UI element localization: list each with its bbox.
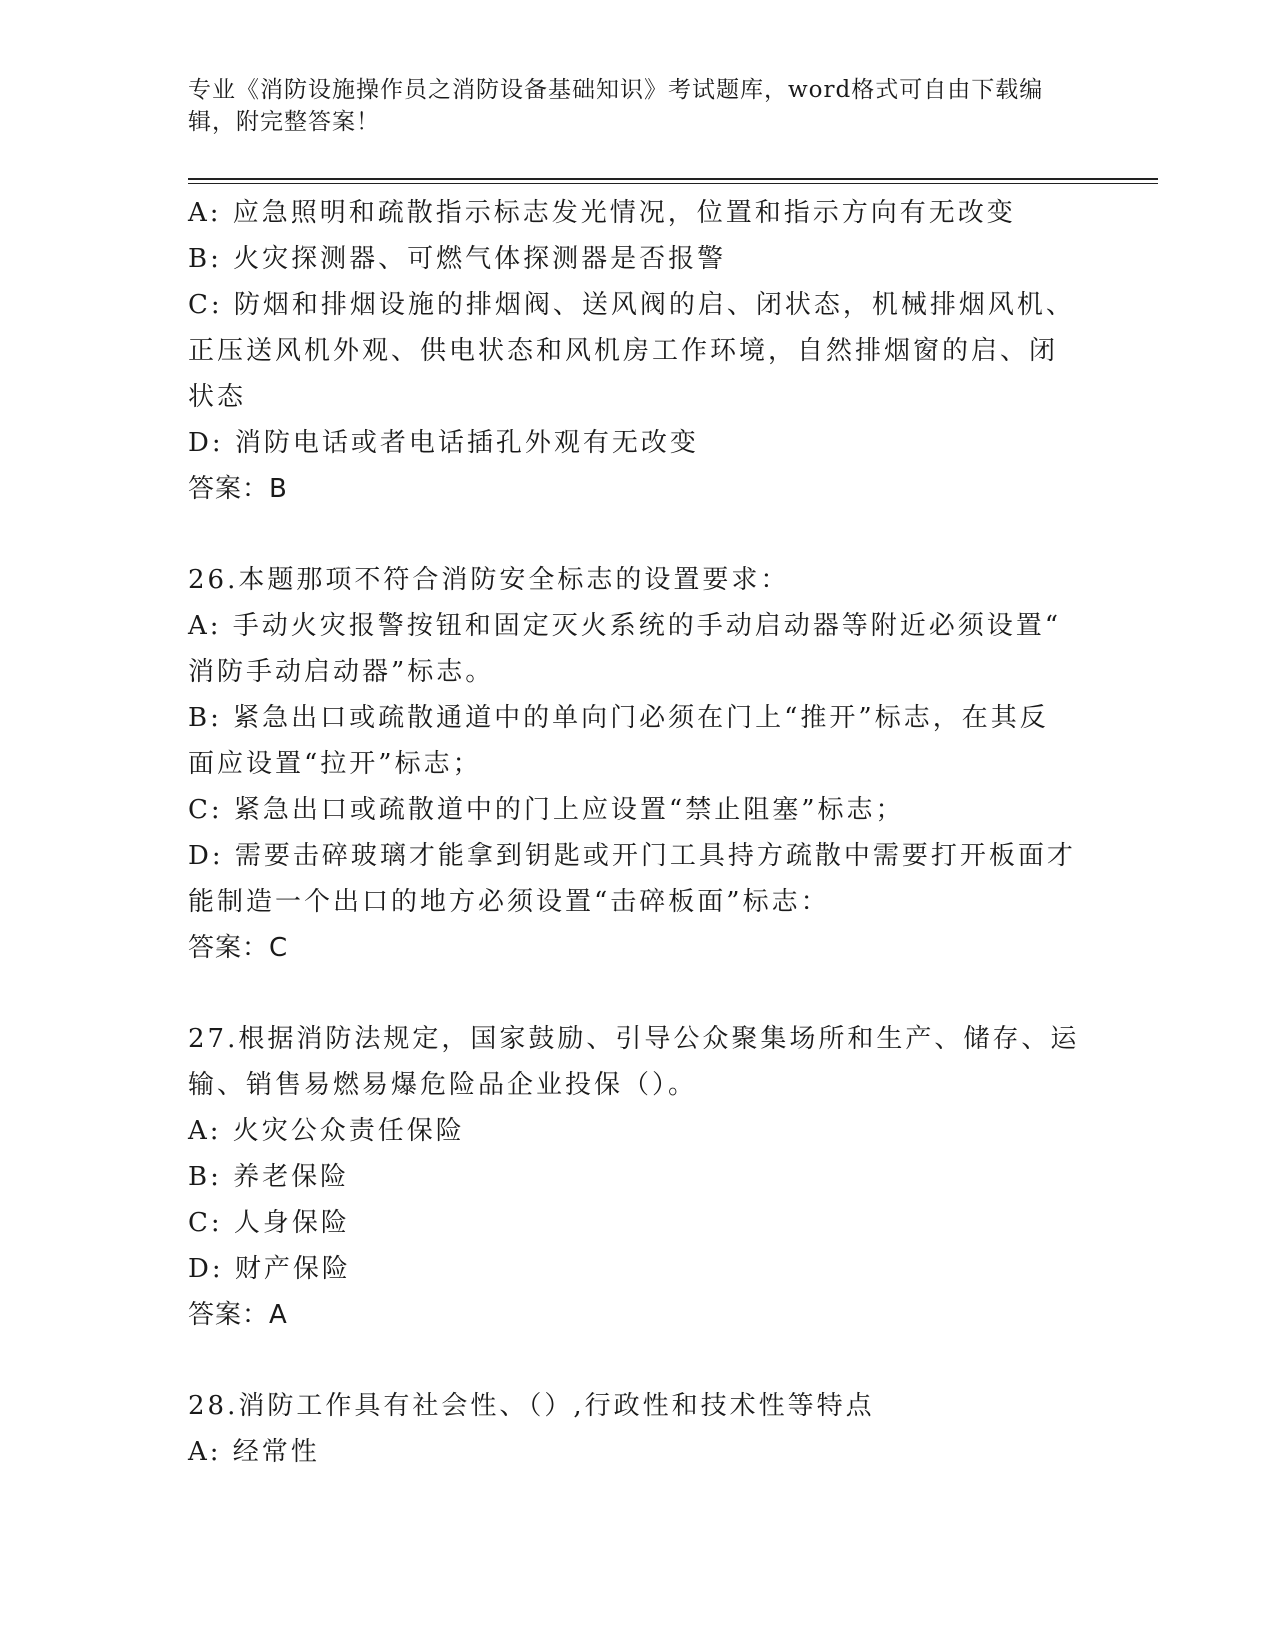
option-c-continued: 正压送风机外观、供电状态和风机房工作环境，自然排烟窗的启、闭 bbox=[188, 336, 1059, 366]
option-c: C: 人身保险 bbox=[188, 1208, 350, 1238]
spacer bbox=[188, 512, 1088, 557]
option-b: B: 火灾探测器、可燃气体探测器是否报警 bbox=[188, 244, 727, 274]
option-a: A: 火灾公众责任保险 bbox=[188, 1116, 465, 1146]
header-line-2: 辑，附完整答案！ bbox=[188, 109, 380, 135]
option-c: C: 防烟和排烟设施的排烟阀、送风阀的启、闭状态，机械排烟风机、 bbox=[188, 290, 1075, 320]
question-block-27 bbox=[188, 1016, 1088, 1338]
header-divider-thin bbox=[188, 183, 1158, 184]
answer-line: 答案：C bbox=[188, 933, 289, 963]
option-b-continued: 面应设置“拉开”标志； bbox=[188, 749, 482, 779]
header-divider-thick bbox=[188, 178, 1158, 180]
option-a: A: 应急照明和疏散指示标志发光情况，位置和指示方向有无改变 bbox=[188, 198, 1016, 228]
option-c-continued: 状态 bbox=[188, 382, 247, 412]
answer-line: 答案：A bbox=[188, 1300, 288, 1330]
document-header bbox=[188, 74, 1068, 138]
option-b: B: 紧急出口或疏散通道中的单向门必须在门上“推开”标志，在其反 bbox=[188, 703, 1049, 733]
option-a: A: 经常性 bbox=[188, 1437, 320, 1467]
option-a-continued: 消防手动启动器”标志。 bbox=[188, 657, 495, 687]
option-c: C: 紧急出口或疏散道中的门上应设置“禁止阻塞”标志； bbox=[188, 795, 905, 825]
spacer bbox=[188, 971, 1088, 1016]
question-content bbox=[188, 190, 1088, 1475]
answer-line: 答案：B bbox=[188, 474, 288, 504]
question-block-26 bbox=[188, 557, 1088, 971]
option-b: B: 养老保险 bbox=[188, 1162, 350, 1192]
question-stem: 28.消防工作具有社会性、（）,行政性和技术性等特点 bbox=[188, 1391, 875, 1421]
question-stem: 26.本题那项不符合消防安全标志的设置要求： bbox=[188, 565, 790, 595]
question-block-28 bbox=[188, 1383, 1088, 1475]
spacer bbox=[188, 1338, 1088, 1383]
option-d: D: 消防电话或者电话插孔外观有无改变 bbox=[188, 428, 699, 458]
option-d: D: 需要击碎玻璃才能拿到钥匙或开门工具持方疏散中需要打开板面才 bbox=[188, 841, 1076, 871]
question-stem-continued: 输、销售易燃易爆危险品企业投保（）。 bbox=[188, 1070, 698, 1100]
option-d: D: 财产保险 bbox=[188, 1254, 351, 1284]
question-block-25 bbox=[188, 190, 1088, 512]
question-stem: 27.根据消防法规定，国家鼓励、引导公众聚集场所和生产、储存、运 bbox=[188, 1024, 1080, 1054]
option-d-continued: 能制造一个出口的地方必须设置“击碎板面”标志： bbox=[188, 887, 830, 917]
option-a: A: 手动火灾报警按钮和固定灭火系统的手动启动器等附近必须设置“ bbox=[188, 611, 1062, 641]
header-line-1: 专业《消防设施操作员之消防设备基础知识》考试题库，word格式可自由下载编 bbox=[188, 77, 1044, 103]
